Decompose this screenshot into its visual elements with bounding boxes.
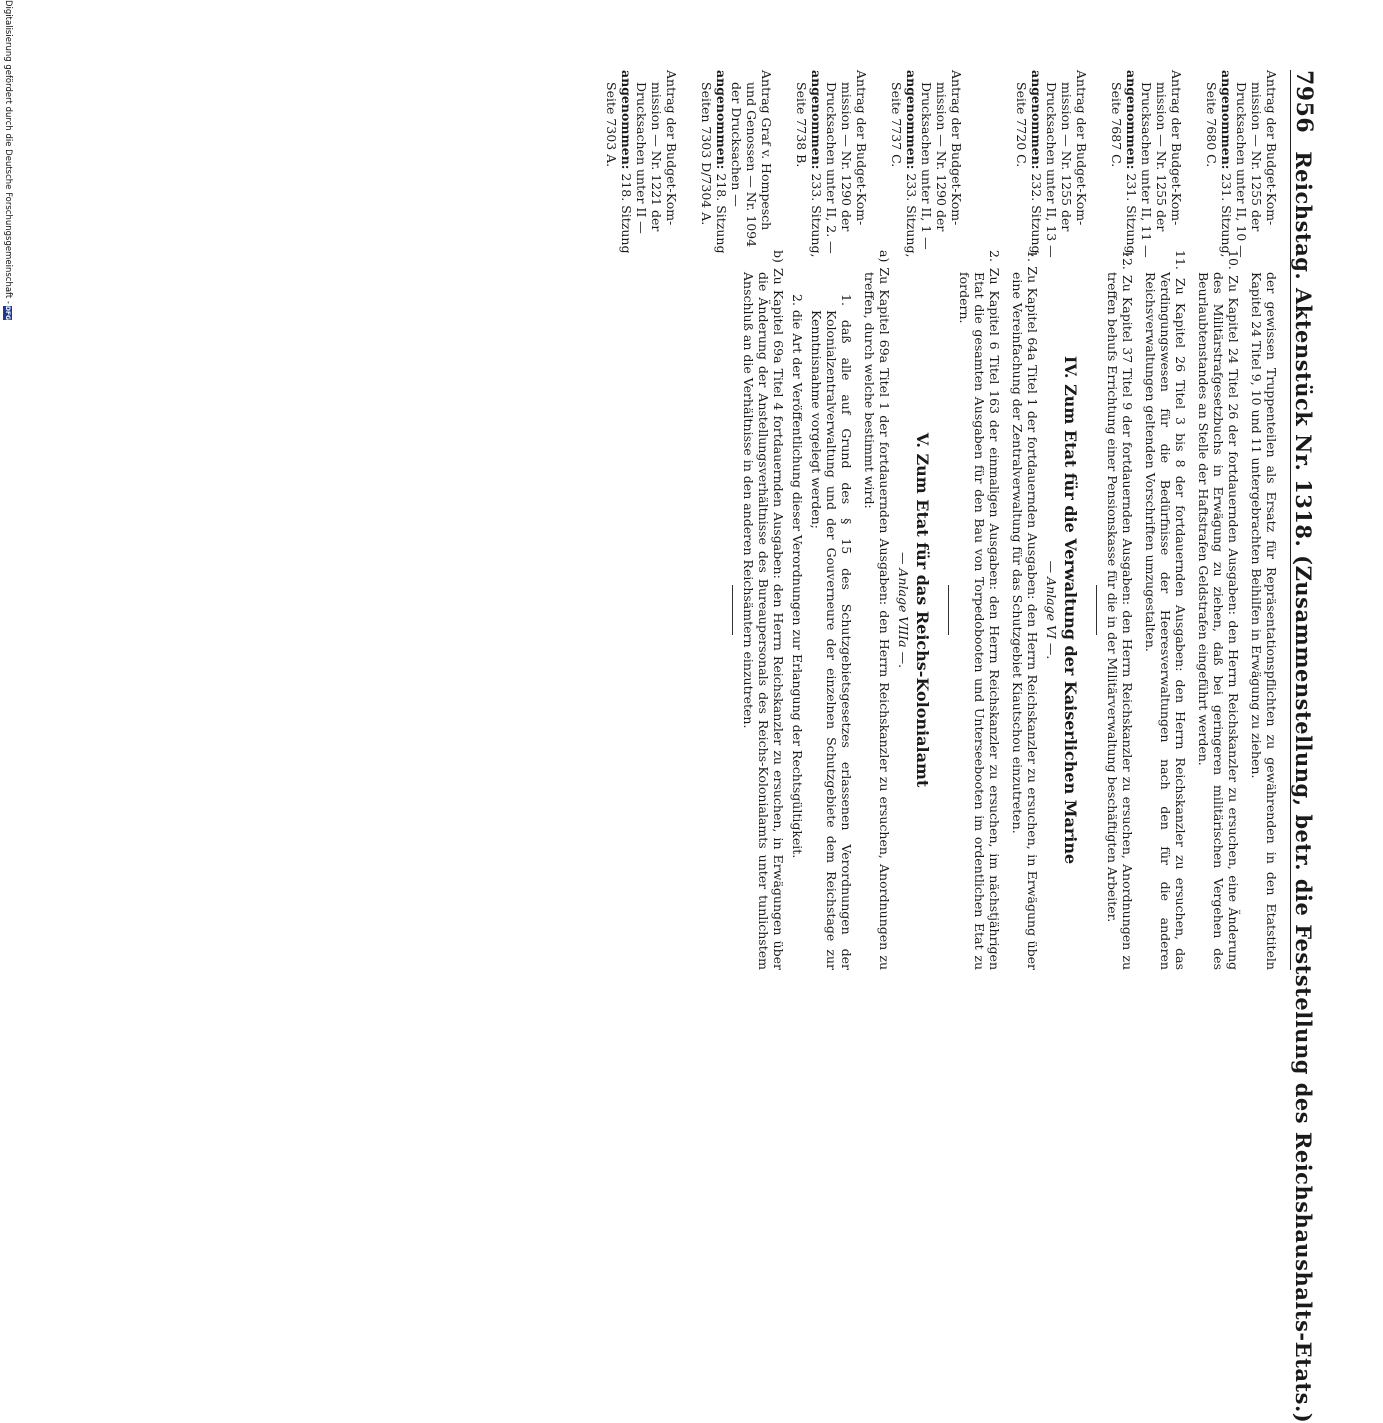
margin-note (794, 70, 869, 258)
accepted-label: angenommen: (619, 70, 634, 170)
page-title: Reichstag. Aktenstück Nr. 1318. (Zusammenstellung, betr. die Feststellung des Reichshaushalts-Etats.) (1291, 151, 1316, 1423)
note-line: mission — Nr. 1255 der (1059, 82, 1074, 232)
section-heading-v: V. Zum Etat für das Reichs-Kolonialamt (913, 432, 932, 788)
margin-note (889, 70, 964, 258)
margin-note (604, 70, 679, 254)
section-heading-iv: IV. Zum Etat für die Verwaltung der Kaiserlichen Marine (1061, 355, 1080, 865)
session: 218. Sitzung (619, 173, 634, 254)
continued-paragraph: der gewissen Truppenteilen als Ersatz für Repräsentationspflichten zu gewährenden in den Etatstiteln Kapitel 24 Titel 9, 10 und 11 untergebrachten Beihilfen in Erwägung zu ziehen. (1249, 272, 1279, 970)
accepted-label: angenommen: (1219, 70, 1234, 170)
main-text-column (722, 250, 1279, 970)
note-line: Antrag der Budget-Kom- (1074, 70, 1089, 226)
note-line: Drucksachen unter II, 13 — (1044, 82, 1059, 258)
colonial-item-b: b) Zu Kapitel 69a Titel 4 fortdauernden Ausgaben: den Herrn Reichskanzler zu ersuchen, in Erwägungen über die Änderung der Anstellungsverhältnisse des Bureaupersonals des Reichs-Kolonialamts unter tunlichstem Anschluß an die Verhältnisse in den anderen Reichsämtern einzutreten. (741, 250, 786, 970)
note-line: Antrag der Budget-Kom- (949, 70, 964, 226)
resolution-item-12: 12. Zu Kapitel 37 Titel 9 der fortdauernden Ausgaben: den Herrn Reichskanzler zu ersuchen, Anordnungen zu treffen behufs Errichtung einer Pensionskasse für die in der Militärverwaltung beschäftigten Arbeiter. (1105, 250, 1135, 970)
note-line: Antrag der Budget-Kom- (1169, 70, 1184, 226)
session: 218. Sitzung (714, 173, 729, 254)
page-header (1290, 70, 1323, 1423)
page-ref: Seite 7738 B. (794, 82, 809, 168)
resolution-item-10: 10. Zu Kapitel 24 Titel 26 der fortdauernden Ausgaben: den Herrn Reichskanzler zu ersuchen, eine Änderung des Militärstrafgesetzbuchs in Erwägung zu ziehen, daß bei geringeren militärischen Vergehen des Beurlaubtenstandes an Stelle der Haftstrafen Geldstrafen eingeführt werden. (1196, 250, 1241, 970)
annex-label: — Anlage VIIIa —. (896, 551, 911, 669)
note-line: Drucksachen unter II, 10 — (1234, 82, 1249, 258)
note-line: Drucksachen unter II, 11 — (1139, 82, 1154, 258)
margin-notes-column (584, 70, 1279, 258)
page-ref: Seite 7737 C. (889, 82, 904, 168)
session: 233. Sitzung, (809, 173, 824, 258)
session: 231. Sitzung, (1219, 173, 1234, 258)
session: 231. Sitzung, (1124, 173, 1139, 258)
resolution-item-11: 11. Zu Kapitel 26 Titel 3 bis 8 der fortdauernden Ausgaben: den Herrn Reichskanzler zu ersuchen, das Verdingungswesen für die Bedürfnisse der Heeresverwaltungen nach den für die anderen Reichsverwaltungen geltenden Vorschriften umzugestalten. (1143, 250, 1188, 970)
colonial-item-a: a) Zu Kapitel 69a Titel 1 der fortdauernden Ausgaben: den Herrn Reichskanzler zu ersuchen, Anordnungen zu treffen, durch welche bestimmt wird: (862, 250, 892, 970)
section-divider (948, 585, 949, 635)
margin-note (1014, 70, 1089, 258)
marine-item-2: 2. Zu Kapitel 6 Titel 163 der einmaligen Ausgaben: den Herrn Reichskanzler zu ersuchen, im nächstjährigen Etat die gesamten Ausgaben für den Bau von Torpedobooten und Unterseebooten im ordentlichen Etat zu fordern. (957, 250, 1002, 970)
note-line: Antrag Graf v. Hompesch (759, 70, 774, 231)
note-line: Antrag der Budget-Kom- (664, 70, 679, 226)
session: 233. Sitzung, (904, 173, 919, 258)
section-divider (1096, 585, 1097, 635)
colonial-item-a1: 1. daß alle auf Grund des § 15 des Schutzgebietsgesetzes erlassenen Verordnungen der Kolonialzentralverwaltung und der Gouverneure der einzelnen Schutzgebiete dem Reichstage zur Kenntnisnahme vorgelegt werden; (809, 294, 854, 970)
note-line: der Drucksachen — (729, 82, 744, 207)
page-ref: Seite 7680 C. (1204, 82, 1219, 168)
note-line: Antrag der Budget-Kom- (854, 70, 869, 226)
note-line: Drucksachen unter II, 1 — (919, 82, 934, 250)
marine-item-1: 1. Zu Kapitel 64a Titel 1 der fortdauernden Ausgaben: den Herrn Reichskanzler zu ersuchen, in Erwägung über eine Vereinfachung der Zentralverwaltung für das Schutzgebiet Kiautschou einzutreten. (1010, 250, 1040, 970)
accepted-label: angenommen: (1124, 70, 1139, 170)
note-line: Drucksachen unter II — (634, 82, 649, 234)
page-ref: Seite 7720 C. (1014, 82, 1029, 168)
note-line: mission — Nr. 1255 der (1249, 82, 1264, 232)
note-line: mission — Nr. 1221 der (649, 82, 664, 232)
session: 232. Sitzung, (1029, 173, 1044, 258)
page-ref: Seite 7687 C. (1109, 82, 1124, 168)
margin-note (699, 70, 774, 254)
colonial-item-a2: 2. die Art der Veröffentlichung dieser Verordnungen zur Erlangung der Rechtsgültigkeit. (790, 294, 805, 859)
dfg-logo: DFG (4, 305, 12, 320)
accepted-label: angenommen: (1029, 70, 1044, 170)
page-ref: Seite 7303 A. (604, 82, 619, 168)
end-divider (732, 585, 733, 635)
margin-note (1109, 70, 1184, 258)
note-line: mission — Nr. 1255 der (1154, 82, 1169, 232)
page-number: 7956 (1291, 70, 1317, 134)
accepted-label: angenommen: (714, 70, 729, 170)
annex-label: — Anlage VI —. (1044, 560, 1059, 660)
note-line: mission — Nr. 1290 der (934, 82, 949, 232)
accepted-label: angenommen: (904, 70, 919, 170)
credit-text: Digitalisierung gefördert durch die Deutsche Forschungsgemeinschaft - (3, 0, 13, 304)
note-line: Antrag der Budget-Kom- (1264, 70, 1279, 226)
margin-note (1204, 70, 1279, 258)
note-line: Drucksachen unter II, 2. — (824, 82, 839, 254)
page-ref: Seiten 7303 D/7304 A. (699, 82, 714, 226)
digitization-credit (3, 0, 13, 320)
accepted-label: angenommen: (809, 70, 824, 170)
note-line: und Genossen — Nr. 1094 (744, 82, 759, 248)
note-line: mission — Nr. 1290 der (839, 82, 854, 232)
